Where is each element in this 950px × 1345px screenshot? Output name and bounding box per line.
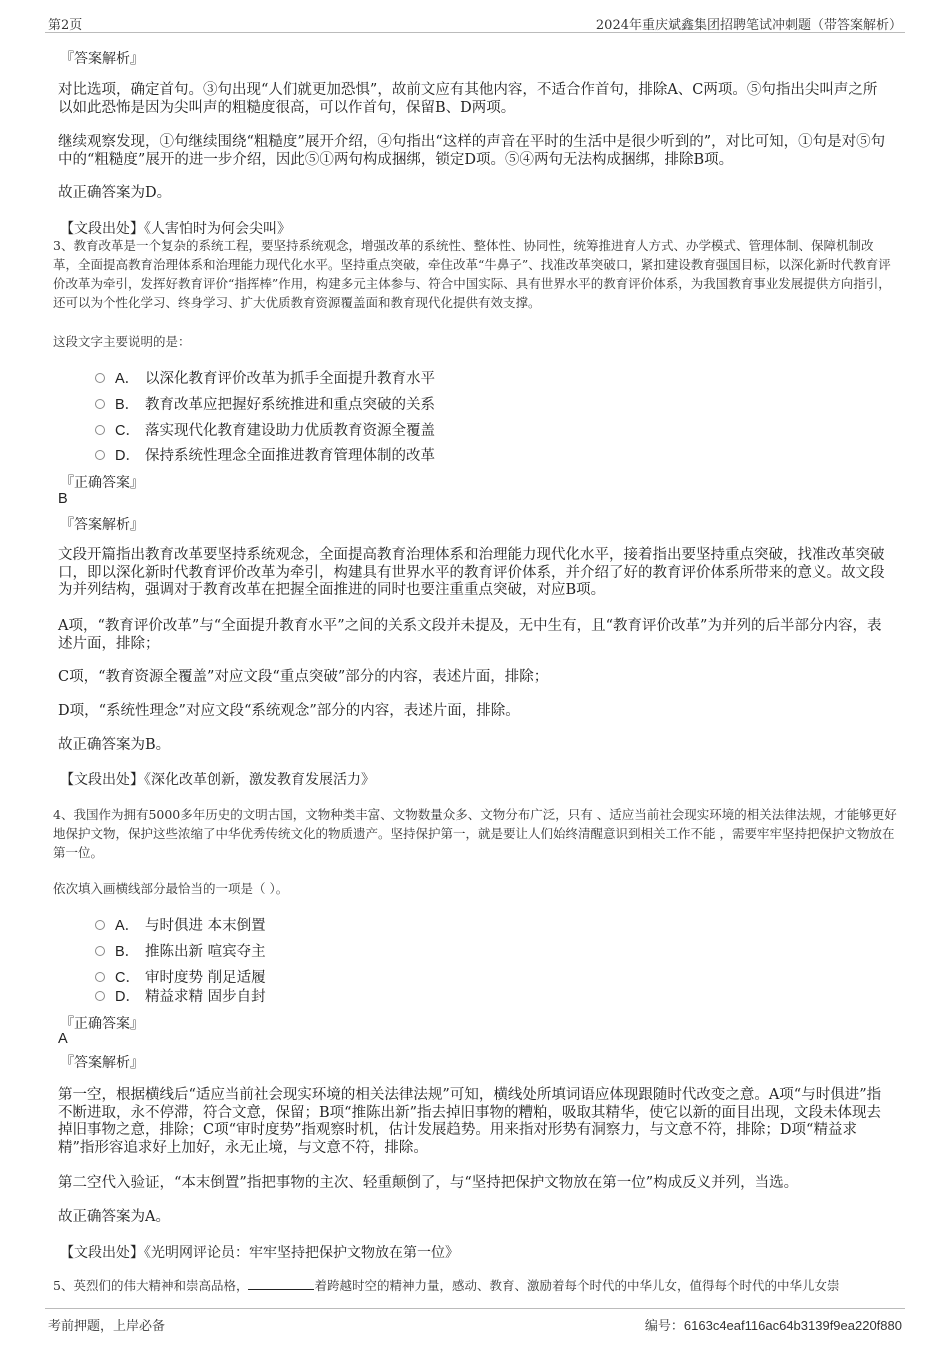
option-letter: D．	[115, 989, 140, 1005]
option-text: 审时度势 削足适履	[145, 970, 266, 986]
q4-passage: 4、我国作为拥有5000多年历史的文明古国，文物种类丰富、文物数量众多、文物分布广泛，只有 、适应当前社会现实环境的相关法律法规，才能够更好地保护文物，保护这些浓缩了中华优秀传统文化的物质遗产。坚持保护第一，就是要让人们始终清醒意识到相关工作不能 ，需要牢牢坚持把保护文物放在第一位。	[53, 807, 897, 860]
option-letter: B．	[115, 397, 140, 413]
radio-button[interactable]	[95, 972, 105, 982]
radio-button[interactable]	[95, 946, 105, 956]
option-letter: C．	[115, 970, 140, 986]
q4-analysis-para-2: 第二空代入验证，“本末倒置”指把事物的主次、轻重颠倒了，与“坚持把保护文物放在第一位”构成反义并列，当选。	[58, 1175, 799, 1191]
q3-analysis-para-3: C项，“教育资源全覆盖”对应文段“重点突破”部分的内容，表述片面，排除；	[58, 669, 549, 685]
document-title: 2024年重庆斌鑫集团招聘笔试冲刺题（带答案解析）	[595, 18, 902, 33]
q2-source: 【文段出处】《人害怕时为何会尖叫》	[60, 221, 291, 237]
page-footer	[45, 1308, 905, 1339]
q3-answer: B	[58, 491, 68, 507]
q2-analysis-para-1: 对比选项，确定首句。③句出现“人们就更加恐惧”，故前文应有其他内容，不适合作首句，排除A、C两项。⑤句指出尖叫声之所以如此恐怖是因为尖叫声的粗糙度很高，可以作首句，保留B、D两项。	[58, 82, 878, 116]
option-text: 以深化教育评价改革为抓手全面提升教育水平	[145, 371, 435, 387]
option-text: 推陈出新 喧宾夺主	[145, 944, 266, 960]
radio-button[interactable]	[95, 450, 105, 460]
option-letter: C．	[115, 423, 140, 439]
radio-button[interactable]	[95, 425, 105, 435]
q3-stem: 这段文字主要说明的是：	[53, 334, 191, 349]
radio-button[interactable]	[95, 991, 105, 1001]
option-text: 保持系统性理念全面推进教育管理体制的改革	[145, 448, 435, 464]
option-letter: B．	[115, 944, 140, 960]
q3-correct-label: 『正确答案』	[60, 475, 144, 491]
footer-slogan: 考前押题，上岸必备	[48, 1319, 166, 1334]
radio-button[interactable]	[95, 373, 105, 383]
option-text: 与时俱进 本末倒置	[145, 918, 266, 934]
q4-source: 【文段出处】《光明网评论员：牢牢坚持把保护文物放在第一位》	[60, 1245, 459, 1261]
q4-answer: A	[58, 1031, 68, 1047]
fill-blank	[248, 1278, 314, 1290]
option-letter: A．	[115, 918, 140, 934]
option-text: 教育改革应把握好系统推进和重点突破的关系	[145, 397, 435, 413]
q3-analysis-para-4: D项，“系统性理念”对应文段“系统观念”部分的内容，表述片面，排除。	[58, 703, 520, 719]
q3-passage: 3、教育改革是一个复杂的系统工程，要坚持系统观念，增强改革的系统性、整体性、协同性，统筹推进育人方式、办学模式、管理体制、保障机制改革，全面提高教育治理体系和治理能力现代化水平。坚持重点突破，牵住改革“牛鼻子”、找准改革突破口，紧扣建设教育强国目标，以深化新时代教育评价改革为牵引，发挥好教育评价“指挥棒”作用，构建多元主体参与、符合中国实际、具有世界水平的教育评价体系，为我国教育事业发展提供方向指引，还可以为个性化学习、终身学习、扩大优质教育资源覆盖面和教育现代化提供有效支撑。	[53, 238, 891, 310]
q4-correct-label: 『正确答案』	[60, 1016, 144, 1032]
q4-analysis-para-1: 第一空，根据横线后“适应当前社会现实环境的相关法律法规”可知，横线处所填词语应体现跟随时代改变之意。A项“与时俱进”指不断进取，永不停滞，符合文意，保留；B项“推陈出新”指去掉旧事物的糟粕，吸取其精华，使它以新的面目出现，文段未体现去掉旧事物之意，排除；C项“审时度势”指观察时机，估计发展趋势。用来指对形势有洞察力，与文意不符，排除；D项“精益求精”指形容追求好上加好，永无止境，与文意不符，排除。	[58, 1087, 882, 1156]
q3-analysis-para-2: A项，“教育评价改革”与“全面提升教育水平”之间的关系文段并未提及，无中生有，且“教育评价改革”为并列的后半部分内容，表述片面，排除；	[58, 618, 882, 652]
radio-button[interactable]	[95, 399, 105, 409]
footer-code	[645, 1315, 902, 1334]
q3-analysis-label: 『答案解析』	[60, 517, 144, 533]
q5-text-after-blank: 着跨越时空的精神力量，感动、教育、激励着每个时代的中华儿女，值得每个时代的中华儿女崇	[314, 1278, 840, 1293]
q3-source: 【文段出处】《深化改革创新，激发教育发展活力》	[60, 772, 375, 788]
q4-stem: 依次填入画横线部分最恰当的一项是（ ）。	[53, 881, 289, 896]
q2-analysis-para-2: 继续观察发现，①句继续围绕“粗糙度”展开介绍，④句指出“这样的声音在平时的生活中是很少听到的”，对比可知，①句是对⑤句中的“粗糙度”展开的进一步介绍，因此⑤①两句构成捆绑，锁定D项。⑤④两句无法构成捆绑，排除B项。	[58, 134, 886, 168]
code-value: 6163c4eaf116ac64b3139f9ea220f880	[683, 1318, 902, 1333]
code-label: 编号：	[644, 1318, 684, 1333]
q4-conclusion: 故正确答案为A。	[58, 1209, 170, 1225]
option-letter: A．	[115, 371, 140, 387]
q5-passage	[53, 1276, 839, 1294]
page-header	[45, 10, 905, 33]
option-text: 精益求精 固步自封	[145, 989, 266, 1005]
q3-conclusion: 故正确答案为B。	[58, 737, 171, 753]
q2-analysis-label: 『答案解析』	[60, 51, 144, 67]
q5-text-before-blank: 5、英烈们的伟大精神和崇高品格，	[53, 1278, 249, 1293]
option-letter: D．	[115, 448, 140, 464]
page-number: 第2页	[48, 18, 83, 33]
q3-analysis-para-1: 文段开篇指出教育改革要坚持系统观念，全面提高教育治理体系和治理能力现代化水平，接着指出要坚持重点突破，找准改革突破口，即以深化新时代教育评价改革为牵引，构建具有世界水平的教育评价体系，并介绍了好的教育评价体系所带来的意义。故文段为并列结构，强调对于教育改革在把握全面推进的同时也要注重重点突破，对应B项。	[58, 547, 885, 598]
option-text: 落实现代化教育建设助力优质教育资源全覆盖	[145, 423, 435, 439]
q2-conclusion: 故正确答案为D。	[58, 185, 172, 201]
radio-button[interactable]	[95, 920, 105, 930]
q4-analysis-label: 『答案解析』	[60, 1055, 144, 1071]
